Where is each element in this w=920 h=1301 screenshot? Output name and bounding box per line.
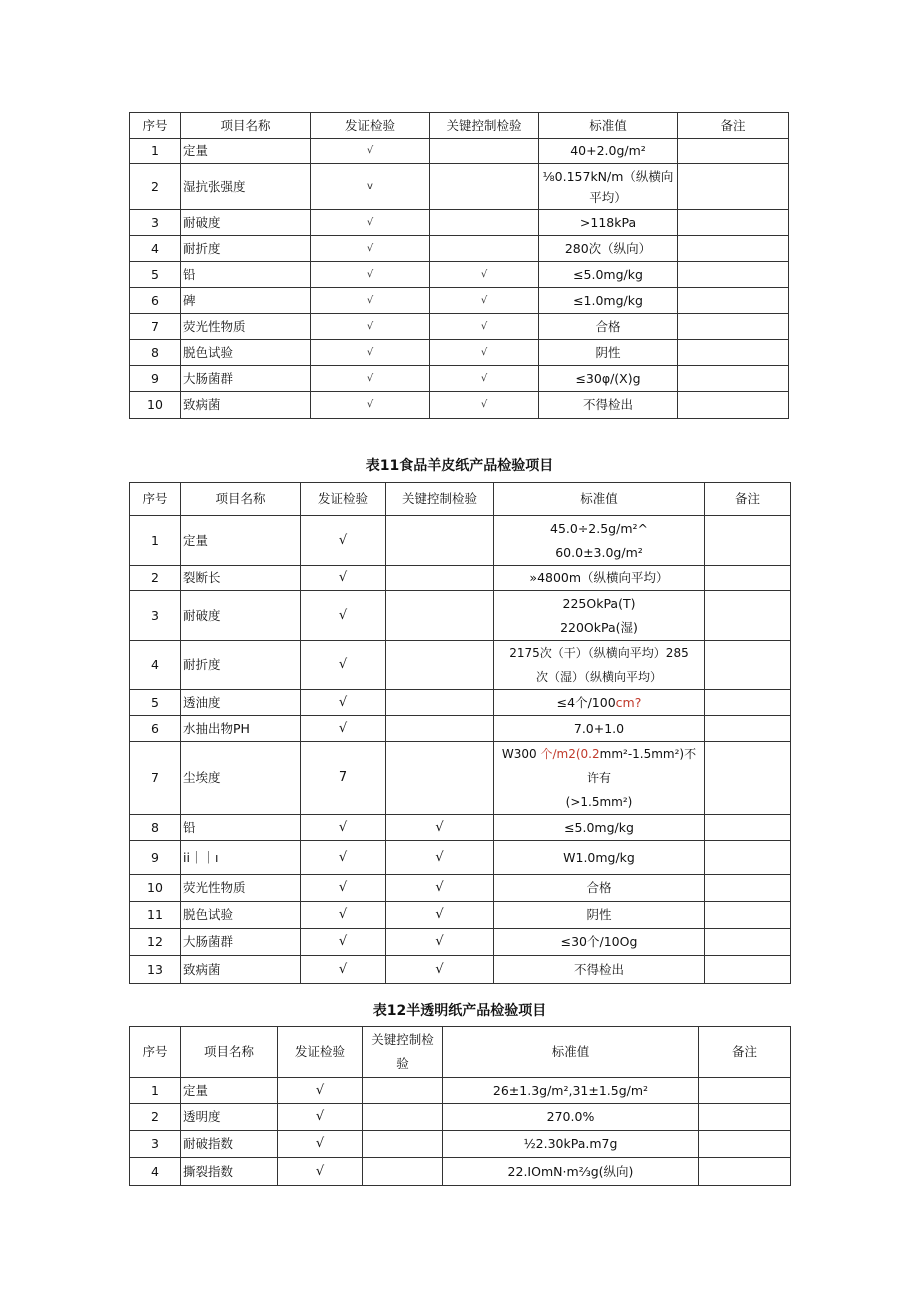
cell-cert: 7 bbox=[301, 742, 386, 815]
cell-cert: √ bbox=[301, 815, 386, 841]
cell-cert: √ bbox=[278, 1104, 363, 1131]
table-row bbox=[130, 366, 789, 392]
cell-cert: √ bbox=[311, 366, 430, 392]
header-name: 项目名称 bbox=[181, 113, 311, 139]
cell-name: 定量 bbox=[181, 516, 301, 566]
cell-note bbox=[678, 340, 789, 366]
cell-std: 22.IOmN·m⅔g(纵向) bbox=[443, 1158, 699, 1186]
cell-std: ≤5.0mg∕kg bbox=[539, 262, 678, 288]
cell-no: 9 bbox=[130, 841, 181, 875]
cell-cert: √ bbox=[301, 641, 386, 690]
header-no: 序号 bbox=[130, 113, 181, 139]
cell-cert: √ bbox=[278, 1158, 363, 1186]
table-header-row bbox=[130, 1027, 791, 1078]
cell-cert: √ bbox=[311, 288, 430, 314]
cell-no: 1 bbox=[130, 1078, 181, 1104]
cell-no: 13 bbox=[130, 956, 181, 984]
header-cert: 发证检验 bbox=[278, 1027, 363, 1078]
cell-name: 大肠菌群 bbox=[181, 366, 311, 392]
cell-key: √ bbox=[430, 392, 539, 419]
header-cert: 发证检验 bbox=[301, 483, 386, 516]
cell-key bbox=[363, 1104, 443, 1131]
cell-std: 26±1.3g∕m²,31±1.5g∕m² bbox=[443, 1078, 699, 1104]
cell-no: 2 bbox=[130, 566, 181, 591]
cell-std: ≤30φ∕(X)g bbox=[539, 366, 678, 392]
header-std: 标准值 bbox=[539, 113, 678, 139]
cell-name: 耐破度 bbox=[181, 591, 301, 641]
cell-name: 大肠菌群 bbox=[181, 929, 301, 956]
cell-std: 阴性 bbox=[539, 340, 678, 366]
cell-std: 不得检出 bbox=[494, 956, 705, 984]
cell-cert: √ bbox=[301, 875, 386, 902]
cell-note bbox=[705, 902, 791, 929]
table-row bbox=[130, 314, 789, 340]
cell-name: 定量 bbox=[181, 1078, 278, 1104]
cell-cert: √ bbox=[301, 929, 386, 956]
cell-no: 12 bbox=[130, 929, 181, 956]
cell-note bbox=[705, 641, 791, 690]
cell-name: 耐破指数 bbox=[181, 1131, 278, 1158]
header-name: 项目名称 bbox=[181, 1027, 278, 1078]
cell-std: W1.0mg∕kg bbox=[494, 841, 705, 875]
table-row bbox=[130, 139, 789, 164]
cell-std: 270.0% bbox=[443, 1104, 699, 1131]
cell-key bbox=[430, 164, 539, 210]
table-row bbox=[130, 902, 791, 929]
cell-std bbox=[494, 641, 705, 690]
std-part: mm²-1.5mm²)不许有 bbox=[586, 747, 697, 785]
std-part-red: 个∕m2(0.2 bbox=[540, 747, 600, 761]
cell-no: 6 bbox=[130, 288, 181, 314]
cell-note bbox=[699, 1104, 791, 1131]
header-note: 备注 bbox=[678, 113, 789, 139]
cell-key: √ bbox=[386, 902, 494, 929]
cell-note bbox=[705, 875, 791, 902]
cell-no: 1 bbox=[130, 139, 181, 164]
cell-note bbox=[678, 314, 789, 340]
cell-no: 7 bbox=[130, 742, 181, 815]
table-row bbox=[130, 591, 791, 641]
table-3 bbox=[129, 1026, 791, 1186]
cell-std: ≤30个/10Og bbox=[494, 929, 705, 956]
std-line-1: ⅛0.157kN∕m（纵横向 bbox=[542, 168, 674, 184]
cell-std bbox=[539, 164, 678, 210]
cell-no: 11 bbox=[130, 902, 181, 929]
cell-note bbox=[705, 929, 791, 956]
cell-name: 致病菌 bbox=[181, 392, 311, 419]
table-row bbox=[130, 210, 789, 236]
cell-key bbox=[430, 210, 539, 236]
cell-name: 致病菌 bbox=[181, 956, 301, 984]
cell-std bbox=[494, 516, 705, 566]
table-row bbox=[130, 1158, 791, 1186]
cell-name: 荧光性物质 bbox=[181, 314, 311, 340]
cell-cert: √ bbox=[301, 591, 386, 641]
table-row bbox=[130, 1078, 791, 1104]
cell-key bbox=[430, 236, 539, 262]
cell-cert: √ bbox=[311, 340, 430, 366]
cell-cert: √ bbox=[311, 314, 430, 340]
cell-no: 8 bbox=[130, 340, 181, 366]
header-cert: 发证检验 bbox=[311, 113, 430, 139]
cell-note bbox=[705, 716, 791, 742]
cell-cert: √ bbox=[311, 236, 430, 262]
table-row bbox=[130, 516, 791, 566]
cell-name: 铅 bbox=[181, 815, 301, 841]
std-line-2: (>1.5mm²) bbox=[565, 795, 633, 809]
table-row bbox=[130, 392, 789, 419]
std-line-1 bbox=[497, 742, 701, 790]
cell-std bbox=[494, 591, 705, 641]
header-name: 项目名称 bbox=[181, 483, 301, 516]
cell-key bbox=[363, 1158, 443, 1186]
cell-note bbox=[699, 1158, 791, 1186]
cell-cert: √ bbox=[301, 516, 386, 566]
cell-name: 透明度 bbox=[181, 1104, 278, 1131]
cell-key bbox=[363, 1131, 443, 1158]
cell-name: 水抽出物PH bbox=[181, 716, 301, 742]
std-line-2: 次（湿）（纵横向平均） bbox=[535, 670, 662, 684]
cell-note bbox=[699, 1131, 791, 1158]
cell-name: 定量 bbox=[181, 139, 311, 164]
cell-std: 合格 bbox=[494, 875, 705, 902]
cell-cert: √ bbox=[311, 210, 430, 236]
cell-no: 1 bbox=[130, 516, 181, 566]
cell-name: 脱色试验 bbox=[181, 902, 301, 929]
cell-key: √ bbox=[430, 288, 539, 314]
cell-no: 2 bbox=[130, 164, 181, 210]
table-1 bbox=[129, 112, 789, 419]
cell-name: 荧光性物质 bbox=[181, 875, 301, 902]
std-part: ≤4个/100 bbox=[556, 694, 616, 710]
table-2 bbox=[129, 482, 791, 984]
cell-std: 40+2.0g∕m² bbox=[539, 139, 678, 164]
cell-note bbox=[699, 1078, 791, 1104]
cell-cert: √ bbox=[301, 841, 386, 875]
cell-std bbox=[494, 690, 705, 716]
header-key-line-1: 关键控制检 bbox=[371, 1032, 434, 1047]
table-row bbox=[130, 742, 791, 815]
table-row bbox=[130, 340, 789, 366]
cell-no: 4 bbox=[130, 641, 181, 690]
cell-key: √ bbox=[430, 314, 539, 340]
cell-no: 9 bbox=[130, 366, 181, 392]
cell-key bbox=[386, 516, 494, 566]
cell-cert: √ bbox=[301, 690, 386, 716]
cell-key bbox=[386, 641, 494, 690]
header-key-line-2: 验 bbox=[396, 1056, 409, 1071]
cell-std: »4800m（纵横向平均） bbox=[494, 566, 705, 591]
header-key bbox=[363, 1027, 443, 1078]
table-header-row bbox=[130, 483, 791, 516]
cell-std: ≤5.0mg∕kg bbox=[494, 815, 705, 841]
cell-key: √ bbox=[430, 262, 539, 288]
cell-note bbox=[678, 236, 789, 262]
table-row bbox=[130, 841, 791, 875]
table-row bbox=[130, 236, 789, 262]
cell-no: 4 bbox=[130, 1158, 181, 1186]
cell-key bbox=[386, 566, 494, 591]
header-note: 备注 bbox=[705, 483, 791, 516]
cell-note bbox=[705, 815, 791, 841]
cell-no: 3 bbox=[130, 210, 181, 236]
cell-name: 耐折度 bbox=[181, 236, 311, 262]
cell-no: 4 bbox=[130, 236, 181, 262]
header-std: 标准值 bbox=[494, 483, 705, 516]
cell-std: 7.0+1.0 bbox=[494, 716, 705, 742]
cell-key: √ bbox=[386, 929, 494, 956]
cell-name: 透油度 bbox=[181, 690, 301, 716]
table-row bbox=[130, 288, 789, 314]
cell-cert: √ bbox=[278, 1078, 363, 1104]
std-line-2: 平均） bbox=[589, 189, 627, 205]
table-row bbox=[130, 566, 791, 591]
cell-no: 10 bbox=[130, 392, 181, 419]
cell-key bbox=[386, 716, 494, 742]
cell-name: 耐折度 bbox=[181, 641, 301, 690]
cell-note bbox=[705, 841, 791, 875]
cell-no: 8 bbox=[130, 815, 181, 841]
std-line-2: 220OkPa(湿) bbox=[560, 619, 638, 635]
table-row bbox=[130, 716, 791, 742]
header-no: 序号 bbox=[130, 483, 181, 516]
table-3-caption: 表12半透明纸产品检验项目 bbox=[372, 1003, 547, 1019]
cell-key bbox=[386, 742, 494, 815]
cell-cert: √ bbox=[311, 139, 430, 164]
header-no: 序号 bbox=[130, 1027, 181, 1078]
cell-name: 湿抗张强度 bbox=[181, 164, 311, 210]
std-part: W300 bbox=[501, 747, 541, 761]
cell-no: 3 bbox=[130, 591, 181, 641]
header-key: 关键控制检验 bbox=[430, 113, 539, 139]
cell-key: √ bbox=[386, 815, 494, 841]
cell-cert: v bbox=[311, 164, 430, 210]
cell-key: √ bbox=[430, 340, 539, 366]
cell-note bbox=[705, 742, 791, 815]
cell-no: 3 bbox=[130, 1131, 181, 1158]
cell-key bbox=[386, 690, 494, 716]
table-row bbox=[130, 875, 791, 902]
cell-no: 5 bbox=[130, 262, 181, 288]
std-line-1: 225OkPa(T) bbox=[562, 595, 636, 611]
cell-std: 合格 bbox=[539, 314, 678, 340]
cell-key: √ bbox=[386, 956, 494, 984]
table-row bbox=[130, 262, 789, 288]
cell-std: 不得检出 bbox=[539, 392, 678, 419]
cell-no: 10 bbox=[130, 875, 181, 902]
table-row bbox=[130, 641, 791, 690]
cell-note bbox=[705, 690, 791, 716]
cell-note bbox=[678, 288, 789, 314]
table-row bbox=[130, 690, 791, 716]
cell-name: 裂断长 bbox=[181, 566, 301, 591]
cell-name: 尘埃度 bbox=[181, 742, 301, 815]
std-line-2: 60.0±3.0g∕m² bbox=[555, 544, 643, 560]
cell-note bbox=[678, 139, 789, 164]
cell-note bbox=[705, 591, 791, 641]
cell-key bbox=[430, 139, 539, 164]
cell-key: √ bbox=[386, 841, 494, 875]
cell-std bbox=[494, 742, 705, 815]
cell-cert: √ bbox=[311, 262, 430, 288]
header-std: 标准值 bbox=[443, 1027, 699, 1078]
cell-note bbox=[705, 956, 791, 984]
cell-note bbox=[678, 164, 789, 210]
cell-std: 280次（纵向） bbox=[539, 236, 678, 262]
std-part-red: cm? bbox=[615, 694, 642, 710]
std-line-1: 2175次（干）（纵横向平均）285 bbox=[509, 646, 689, 660]
header-note: 备注 bbox=[699, 1027, 791, 1078]
table-row bbox=[130, 956, 791, 984]
cell-name: 碑 bbox=[181, 288, 311, 314]
cell-cert: √ bbox=[301, 566, 386, 591]
cell-cert: √ bbox=[311, 392, 430, 419]
cell-name: ii｜｜ı bbox=[181, 841, 301, 875]
header-key: 关键控制检验 bbox=[386, 483, 494, 516]
table-row bbox=[130, 815, 791, 841]
cell-std: ½2.30kPa.m7g bbox=[443, 1131, 699, 1158]
cell-note bbox=[678, 262, 789, 288]
cell-key bbox=[363, 1078, 443, 1104]
cell-note bbox=[705, 566, 791, 591]
cell-note bbox=[678, 210, 789, 236]
cell-cert: √ bbox=[278, 1131, 363, 1158]
cell-key bbox=[386, 591, 494, 641]
cell-note bbox=[678, 366, 789, 392]
cell-key: √ bbox=[386, 875, 494, 902]
table-row bbox=[130, 164, 789, 210]
cell-note bbox=[705, 516, 791, 566]
cell-no: 5 bbox=[130, 690, 181, 716]
table-2-caption: 表11食品羊皮纸产品检验项目 bbox=[365, 458, 554, 474]
cell-key: √ bbox=[430, 366, 539, 392]
cell-note bbox=[678, 392, 789, 419]
cell-cert: √ bbox=[301, 716, 386, 742]
cell-cert: √ bbox=[301, 956, 386, 984]
cell-std: ≤1.0mg∕kg bbox=[539, 288, 678, 314]
cell-name: 耐破度 bbox=[181, 210, 311, 236]
cell-no: 7 bbox=[130, 314, 181, 340]
cell-name: 脱色试验 bbox=[181, 340, 311, 366]
table-row bbox=[130, 1104, 791, 1131]
cell-cert: √ bbox=[301, 902, 386, 929]
table-header-row bbox=[130, 113, 789, 139]
cell-name: 铅 bbox=[181, 262, 311, 288]
table-row bbox=[130, 1131, 791, 1158]
std-line-1: 45.0÷2.5g∕m²^ bbox=[550, 520, 648, 536]
cell-no: 6 bbox=[130, 716, 181, 742]
cell-no: 2 bbox=[130, 1104, 181, 1131]
cell-std: >118kPa bbox=[539, 210, 678, 236]
table-row bbox=[130, 929, 791, 956]
cell-name: 撕裂指数 bbox=[181, 1158, 278, 1186]
cell-std: 阴性 bbox=[494, 902, 705, 929]
